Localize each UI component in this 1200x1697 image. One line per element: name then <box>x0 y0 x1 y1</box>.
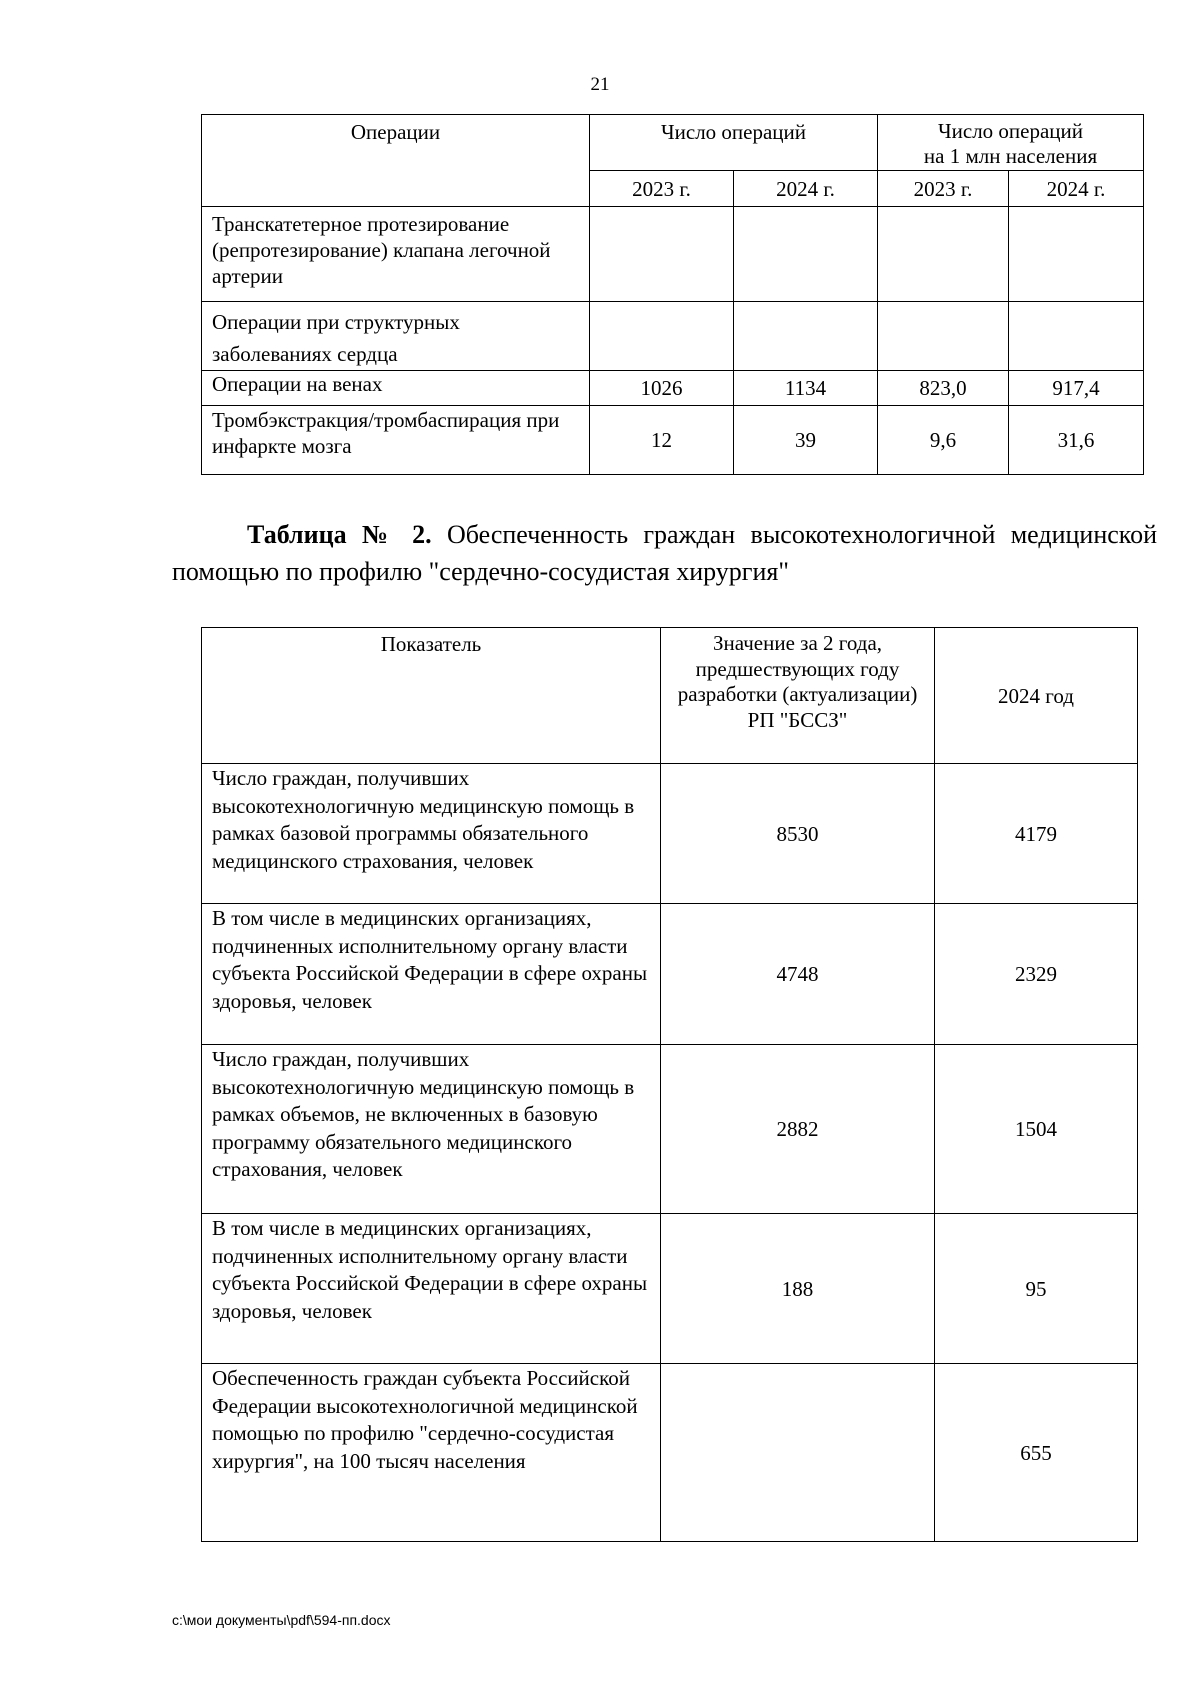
table-row <box>202 764 1138 904</box>
table-row <box>202 371 1144 406</box>
cell-value: 12 <box>590 406 734 475</box>
file-path-footer: c:\мои документы\pdf\594-пп.docx <box>172 1612 391 1628</box>
row-label: В том числе в медицинских организациях, подчиненных исполнительному органу власти субъекта Российской Федерации в сфере охраны здоровья, человек <box>202 904 661 1045</box>
row-label: Операции на венах <box>202 371 590 406</box>
table-row <box>202 904 1138 1045</box>
row-label: Число граждан, получивших высокотехнологичную медицинскую помощь в рамках базовой программы обязательного медицинского страхования, человек <box>202 764 661 904</box>
cell-value <box>590 302 734 371</box>
cell-value <box>661 1364 935 1542</box>
cell-value-2024: 2329 <box>935 904 1138 1045</box>
header-per-million-line2: на 1 млн населения <box>923 144 1098 168</box>
header-operation-count: Число операций <box>590 115 878 171</box>
cell-value: 1134 <box>734 371 878 406</box>
cell-value <box>1009 207 1144 302</box>
header-year: 2024 г. <box>1009 171 1144 207</box>
cell-value-2024: 95 <box>935 1214 1138 1364</box>
table-row <box>202 1045 1138 1214</box>
cell-value: 4748 <box>661 904 935 1045</box>
table-caption <box>172 516 1157 590</box>
page-number: 21 <box>590 74 610 95</box>
cell-value <box>734 302 878 371</box>
cell-value: 917,4 <box>1009 371 1144 406</box>
cell-value <box>1009 302 1144 371</box>
row-label: Число граждан, получивших высокотехнологичную медицинскую помощь в рамках объемов, не включенных в базовую программу обязательного медицинского страхования, человек <box>202 1045 661 1214</box>
header-per-million <box>878 115 1144 171</box>
cell-value: 188 <box>661 1214 935 1364</box>
cell-value: 8530 <box>661 764 935 904</box>
provision-table <box>201 627 1138 1542</box>
header-per-million-line1: Число операций <box>937 119 1084 143</box>
caption-text: Обеспеченность граждан высокотехнологичной медицинской помощью по профилю "сердечно-сосудистая хирургия" <box>172 520 1157 586</box>
header-year: 2023 г. <box>878 171 1009 207</box>
table-row <box>202 302 1144 371</box>
operations-table <box>201 114 1144 475</box>
header-value-2years: Значение за 2 года, предшествующих году разработки (актуализации) РП "БССЗ" <box>661 628 935 764</box>
row-label: В том числе в медицинских организациях, подчиненных исполнительному органу власти субъекта Российской Федерации в сфере охраны здоровья, человек <box>202 1214 661 1364</box>
header-year: 2023 г. <box>590 171 734 207</box>
cell-value-2024: 4179 <box>935 764 1138 904</box>
header-operations: Операции <box>202 115 590 207</box>
row-label: Тромбэкстракция/тромбаспирация при инфаркте мозга <box>202 406 590 475</box>
caption-label: Таблица № 2. <box>247 520 432 549</box>
cell-value: 9,6 <box>878 406 1009 475</box>
table-row <box>202 406 1144 475</box>
header-2024: 2024 год <box>935 628 1138 764</box>
cell-value <box>590 207 734 302</box>
cell-value: 39 <box>734 406 878 475</box>
cell-value-2024: 655 <box>935 1364 1138 1542</box>
row-label: Транскатетерное протезирование (репротезирование) клапана легочной артерии <box>202 207 590 302</box>
header-year: 2024 г. <box>734 171 878 207</box>
cell-value: 31,6 <box>1009 406 1144 475</box>
header-indicator: Показатель <box>202 628 661 764</box>
table-row <box>202 1214 1138 1364</box>
cell-value-2024: 1504 <box>935 1045 1138 1214</box>
table-row <box>202 207 1144 302</box>
cell-value: 1026 <box>590 371 734 406</box>
cell-value <box>878 207 1009 302</box>
cell-value: 2882 <box>661 1045 935 1214</box>
cell-value <box>878 302 1009 371</box>
table-row <box>202 1364 1138 1542</box>
cell-value: 823,0 <box>878 371 1009 406</box>
row-label: Операции при структурных заболеваниях сердца <box>202 302 590 371</box>
row-label: Обеспеченность граждан субъекта Российской Федерации высокотехнологичной медицинской помощью по профилю "сердечно-сосудистая хирургия", на 100 тысяч населения <box>202 1364 661 1542</box>
cell-value <box>734 207 878 302</box>
